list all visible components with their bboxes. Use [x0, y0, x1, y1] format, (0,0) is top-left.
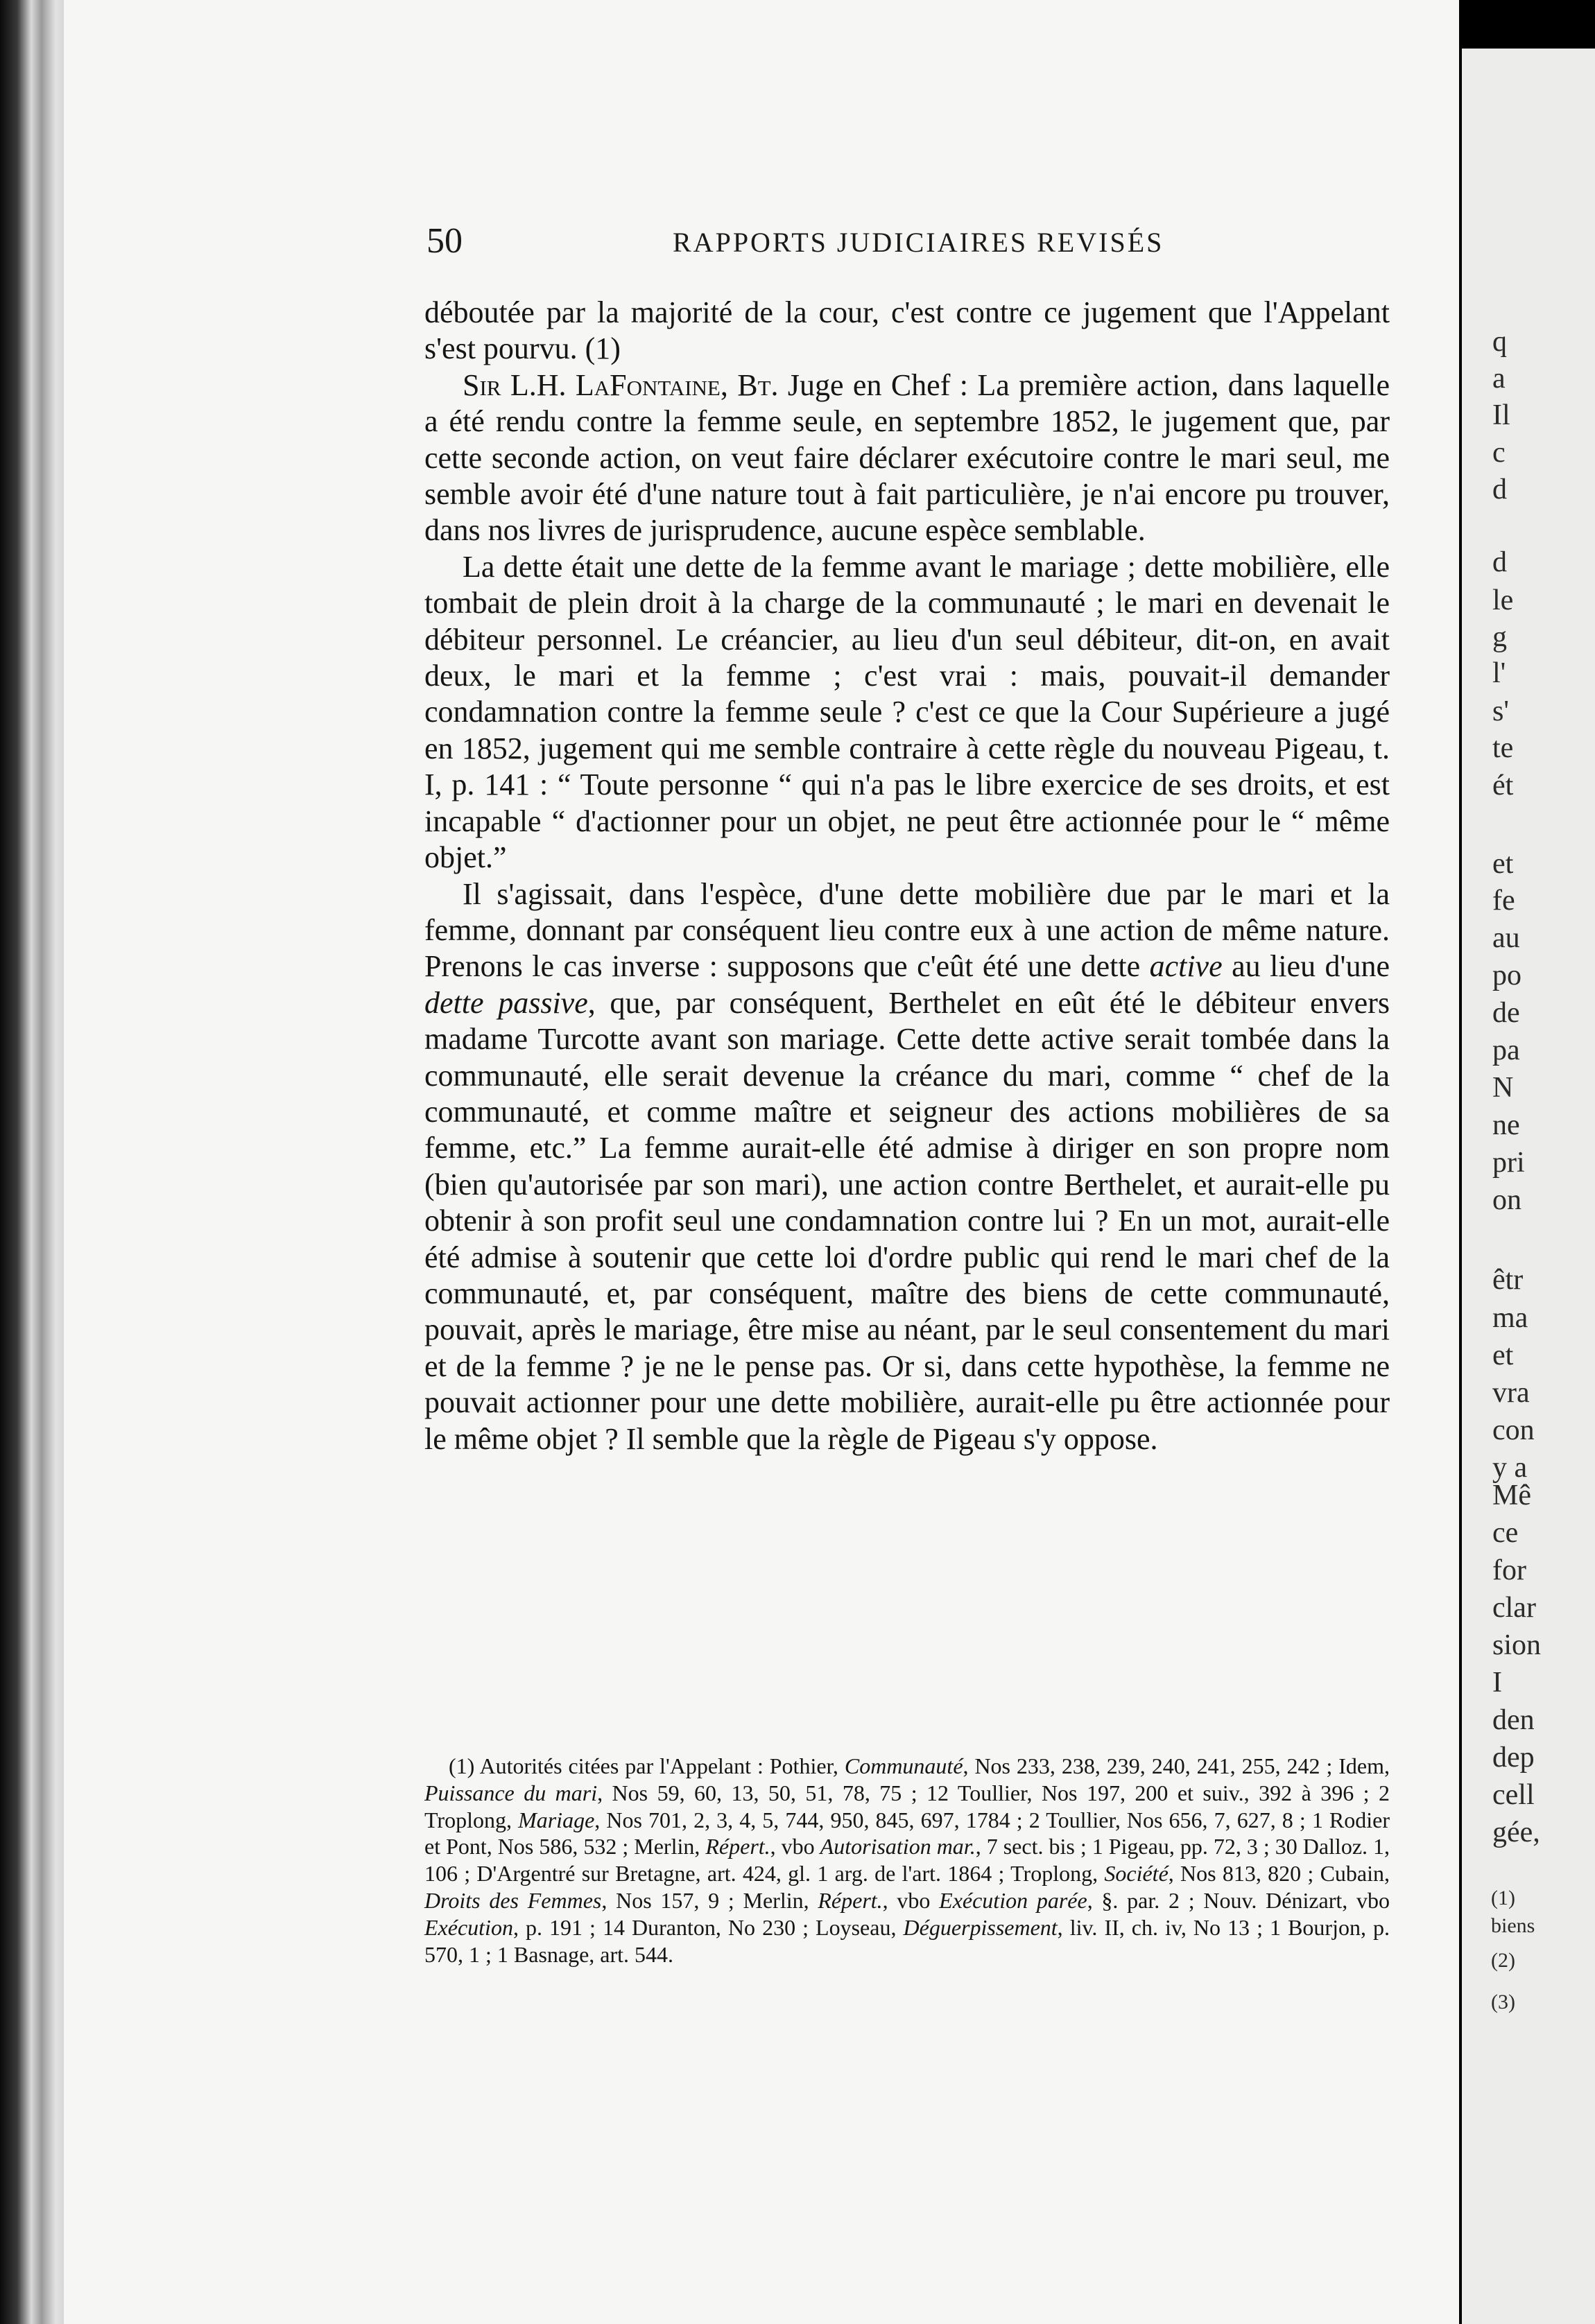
facing-page-fragment: l' — [1492, 657, 1506, 689]
fn-seg: , vbo — [770, 1834, 820, 1859]
italic-dette-passive: dette passive — [424, 985, 588, 1020]
facing-page-fragment: dep — [1492, 1742, 1535, 1774]
italic-active: active — [1149, 949, 1223, 984]
facing-page-fragment: den — [1492, 1704, 1535, 1736]
facing-page-fragment: ne — [1492, 1109, 1520, 1141]
facing-page-fragment: te — [1492, 732, 1514, 764]
facing-page-fragment: Il — [1492, 399, 1510, 431]
facing-page-fragment: d — [1492, 474, 1507, 505]
body-text — [424, 295, 1390, 1457]
paragraph-4-part-b: au lieu d'une — [1222, 949, 1390, 984]
fn-italic: Puissance du mari — [424, 1780, 598, 1805]
running-head: RAPPORTS JUDICIAIRES REVISÉS — [673, 227, 1164, 258]
facing-page-fragment: pri — [1492, 1147, 1525, 1179]
facing-page-fragment: y a — [1492, 1452, 1528, 1484]
fn-italic: Communauté — [844, 1753, 963, 1778]
fn-seg: , p. 191 ; 14 Duranton, No 230 ; Loyseau, — [512, 1914, 904, 1940]
facing-page-fragment: c — [1492, 437, 1506, 469]
paragraph-4 — [424, 876, 1390, 1458]
facing-page-fragment: êtr — [1492, 1264, 1524, 1296]
facing-page-fragment: (3) — [1491, 1991, 1515, 2013]
fn-seg: , Nos 157, 9 ; Merlin, — [601, 1887, 818, 1913]
fn-seg: , vbo — [882, 1887, 940, 1913]
facing-page-fragment: pa — [1492, 1034, 1520, 1066]
facing-page-fragment: on — [1492, 1184, 1521, 1216]
facing-page-fragment: a — [1492, 363, 1506, 394]
facing-page-fragment: (2) — [1491, 1949, 1515, 1972]
facing-page-fragment: for — [1492, 1554, 1526, 1586]
fn-italic: Répert. — [818, 1887, 883, 1913]
footnote-1 — [424, 1753, 1390, 1968]
facing-page-fragment: po — [1492, 960, 1521, 991]
facing-page-fragment: clar — [1492, 1592, 1536, 1624]
facing-page-fragment: g — [1492, 621, 1507, 653]
facing-page-fragment: I — [1492, 1667, 1502, 1699]
paragraph-2 — [424, 367, 1390, 549]
facing-page-edge — [1462, 49, 1595, 2324]
facing-page-fragment: au — [1492, 922, 1520, 954]
footnote — [424, 1753, 1390, 1968]
facing-page-fragment: (1) — [1491, 1887, 1515, 1909]
facing-page-fragment: vra — [1492, 1377, 1530, 1409]
fn-italic: Société — [1104, 1861, 1169, 1887]
paragraph-4-part-a: Il s'agissait, dans l'espèce, d'une dette mobilière due par le mari et la femme, donnant par conséquent lieu contre eux à une action de même nature. Prenons le cas inverse : supposons que c'eût été une dette — [424, 876, 1390, 984]
facing-page-fragment: gée, — [1492, 1816, 1540, 1848]
facing-page-fragment: le — [1492, 584, 1514, 616]
fn-seg: (1) Autorités citées par l'Appelant : Pothier, — [449, 1753, 845, 1778]
facing-page-fragment: Mê — [1492, 1480, 1531, 1511]
fn-seg: , Nos 813, 820 ; Cubain, — [1168, 1861, 1390, 1887]
paragraph-2-text: Juge en Chef : La première action, dans laquelle a été rendu contre la femme seule, en septembre 1852, le jugement que, par cette seconde action, on veut faire déclarer exécutoire contre le mari seul, me semble avoir été d'une nature tout à fait particulière, je n'ai encore pu trouver, dans nos livres de jurisprudence, aucune espèce semblable. — [424, 367, 1390, 548]
fn-seg: , Nos 59, 60, 13, 50, 51, 78, 75 ; 12 Toullier, Nos 197, 200 et suiv., 392 à 396 ; 2 Troplong, — [424, 1780, 1390, 1832]
fn-italic: Déguerpissement — [903, 1914, 1058, 1940]
facing-page-fragment: sion — [1492, 1629, 1542, 1661]
fn-italic: Exécution — [424, 1914, 513, 1940]
fn-seg: , Nos 233, 238, 239, 240, 241, 255, 242 ; Idem, — [963, 1753, 1390, 1778]
facing-page-fragment: con — [1492, 1414, 1535, 1446]
fn-italic: Autorisation mar. — [820, 1834, 976, 1859]
page-number: 50 — [426, 221, 463, 261]
paragraph-1: déboutée par la majorité de la cour, c'est contre ce jugement que l'Appelant s'est pourvu. (1) — [424, 295, 1390, 366]
facing-page-fragment: cell — [1492, 1779, 1535, 1811]
fn-italic: Droits des Femmes — [424, 1887, 602, 1913]
fn-seg: , Nos 701, 2, 3, 4, 5, 744, 950, 845, 697, 1784 ; 2 Toullier, Nos 656, 7, 627, 8 ; 1 Rodier et Pont, Nos 586, 532 ; Merlin, — [424, 1807, 1390, 1859]
facing-page-fragment: et — [1492, 848, 1514, 880]
facing-page-fragment: N — [1492, 1072, 1514, 1104]
paragraph-4-part-c: , que, par conséquent, Berthelet en eût été le débiteur envers madame Turcotte avant son mariage. Cette dette active serait tombée dans la communauté, elle serait devenue la créance du mari, comme “ chef de la communauté, et comme maître et seigneur des actions mobilières de sa femme, etc.” La femme aurait-elle été admise à diriger en son propre nom (bien qu'autorisée par son mari), une action contre Berthelet, et aurait-elle pu obtenir à son profit seul une condamnation contre lui ? En un mot, aurait-elle été admise à soutenir que cette loi d'ordre public qui rend le mari chef de la communauté, et, par conséquent, maître des biens de cette communauté, pouvait, après le mariage, être mise au néant, par le seul consentement du mari et de la femme ? je ne le pense pas. Or si, dans cette hypothèse, la femme ne pouvait actionner pour une dette mobilière, aurait-elle pu être actionnée pour le même objet ? Il semble que la règle de Pigeau s'y oppose. — [424, 985, 1390, 1456]
fn-seg: , §. par. 2 ; Nouv. Dénizart, vbo — [1087, 1887, 1390, 1913]
fn-italic: Mariage — [518, 1807, 595, 1832]
fn-italic: Exécution parée — [939, 1887, 1087, 1913]
judge-name: Sir L.H. LaFontaine, Bt. — [463, 367, 779, 402]
facing-page-fragment: d — [1492, 546, 1507, 578]
facing-page-fragment: biens — [1491, 1914, 1535, 1937]
paragraph-3: La dette était une dette de la femme avant le mariage ; dette mobilière, elle tombait de plein droit à la charge de la communauté ; le mari en devenait le débiteur personnel. Le créancier, au lieu d'un seul débiteur, dit-on, en avait deux, le mari et la femme ; c'est vrai : mais, pouvait-il demander condamnation contre la femme seule ? c'est ce que la Cour Supérieure a jugé en 1852, jugement qui me semble contraire à cette règle du nouveau Pigeau, t. I, p. 141 : “ Toute personne “ qui n'a pas le libre exercice de ses droits, et est incapable “ d'actionner pour un objet, ne peut être actionnée pour le “ même objet.” — [424, 549, 1390, 875]
facing-page-fragment: ét — [1492, 770, 1514, 801]
facing-page-fragment: ma — [1492, 1302, 1528, 1334]
fn-seg: , liv. II, ch. iv, No 13 ; 1 Bourjon, p. 570, 1 ; 1 Basnage, art. 544. — [424, 1914, 1390, 1967]
facing-page-fragment: de — [1492, 997, 1520, 1029]
facing-page-fragment: et — [1492, 1339, 1514, 1371]
facing-page-fragment: q — [1492, 326, 1507, 358]
facing-page-fragment: s' — [1492, 695, 1509, 727]
facing-page-fragment: ce — [1492, 1517, 1519, 1549]
fn-seg: , 7 sect. bis ; 1 Pigeau, pp. 72, 3 ; 30 Dalloz. 1, 106 ; D'Argentré sur Bretagne, art. 424, gl. 1 arg. de l'art. 1864 ; Troplong, — [424, 1834, 1390, 1887]
facing-page-fragment: fe — [1492, 885, 1515, 917]
fn-italic: Répert. — [705, 1834, 770, 1859]
book-binding-edge — [0, 0, 69, 2324]
